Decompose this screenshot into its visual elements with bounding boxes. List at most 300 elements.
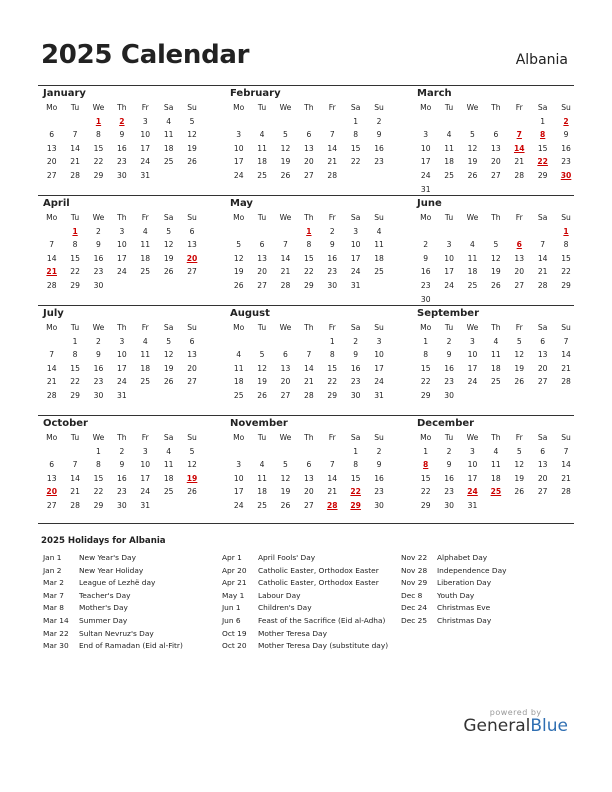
month-february xyxy=(227,87,391,183)
day-cell: 1 xyxy=(353,446,359,456)
holiday-name: Catholic Easter, Orthodox Easter xyxy=(258,565,379,575)
day-cell: 18 xyxy=(163,473,174,483)
day-cell: 5 xyxy=(259,350,265,360)
day-cell: 1 xyxy=(423,446,429,456)
weekday-label: Mo xyxy=(233,103,245,112)
holiday-date: Jan 2 xyxy=(43,565,62,575)
weekday-label: We xyxy=(92,213,105,222)
day-cell: 8 xyxy=(563,240,569,250)
empty-cell xyxy=(250,225,273,239)
day-cell: 14 xyxy=(327,473,338,483)
day-cell: 6 xyxy=(306,460,312,470)
holiday-date: Dec 25 xyxy=(401,615,428,625)
month-may xyxy=(227,197,391,293)
holiday-name: League of Lezhë day xyxy=(79,578,156,588)
holiday-name: Youth Day xyxy=(437,590,475,600)
day-cell: 21 xyxy=(70,157,80,167)
day-cell: 26 xyxy=(187,157,197,167)
day-cell: 17 xyxy=(233,157,244,167)
day-cell: 25 xyxy=(491,377,501,387)
empty-cell xyxy=(461,115,484,129)
weekday-label: We xyxy=(279,323,292,332)
divider xyxy=(38,523,574,524)
day-cell: 18 xyxy=(163,143,174,153)
day-cell: 28 xyxy=(327,170,338,180)
day-cell: 22 xyxy=(304,267,314,277)
empty-cell xyxy=(274,115,297,129)
day-cell: 12 xyxy=(233,253,244,263)
weekday-label: Tu xyxy=(257,323,267,332)
day-cell: 10 xyxy=(117,350,127,360)
day-cell: 5 xyxy=(236,240,242,250)
day-cell: 3 xyxy=(236,130,242,140)
day-cell: 29 xyxy=(327,390,338,400)
empty-cell xyxy=(437,115,460,129)
weekday-label: Tu xyxy=(70,433,80,442)
holiday-name: New Year's Day xyxy=(79,553,136,562)
holiday-row xyxy=(401,552,507,565)
brand-blue: Blue xyxy=(530,716,568,736)
day-cell: 17 xyxy=(140,143,151,153)
weekday-label: Fr xyxy=(515,433,523,442)
weekday-label: Th xyxy=(304,213,314,222)
day-cell: 12 xyxy=(467,143,478,153)
empty-cell xyxy=(321,115,344,129)
day-cell: 26 xyxy=(163,377,174,387)
day-cell: 8 xyxy=(353,130,359,140)
day-cell: 14 xyxy=(561,460,571,470)
day-cell: 12 xyxy=(257,363,267,373)
day-cell: 20 xyxy=(537,473,548,483)
day-cell: 10 xyxy=(233,143,244,153)
day-cell: 16 xyxy=(93,363,104,373)
empty-cell xyxy=(227,335,250,349)
day-cell: 24 xyxy=(117,267,127,277)
day-cell: 28 xyxy=(326,500,338,510)
day-cell: 10 xyxy=(140,130,151,140)
day-cell: 31 xyxy=(350,280,361,290)
day-cell: 20 xyxy=(304,487,314,497)
day-cell: 4 xyxy=(376,226,382,236)
day-cell: 16 xyxy=(350,363,361,373)
empty-cell xyxy=(40,115,63,129)
holiday-date: Mar 30 xyxy=(43,641,69,651)
empty-cell xyxy=(508,225,531,239)
weekday-label: Tu xyxy=(70,323,80,332)
day-cell: 10 xyxy=(233,473,244,483)
holiday-date: Dec 8 xyxy=(401,590,423,600)
holiday-row xyxy=(222,628,388,641)
day-cell: 9 xyxy=(376,130,382,140)
day-cell: 23 xyxy=(93,267,104,277)
day-cell: 22 xyxy=(537,157,548,167)
weekday-label: Mo xyxy=(420,433,432,442)
day-cell: 16 xyxy=(444,473,454,483)
empty-cell xyxy=(414,115,437,129)
day-cell: 19 xyxy=(257,377,267,387)
day-cell: 14 xyxy=(327,143,338,153)
day-cell: 2 xyxy=(376,446,382,456)
day-cell: 23 xyxy=(117,487,127,497)
day-cell: 26 xyxy=(233,280,244,290)
day-cell: 7 xyxy=(540,240,546,250)
day-cell: 16 xyxy=(117,143,127,153)
day-cell: 23 xyxy=(327,267,338,277)
day-cell: 4 xyxy=(166,116,172,126)
holiday-row xyxy=(43,552,183,565)
day-cell: 17 xyxy=(444,267,454,277)
day-cell: 11 xyxy=(140,240,151,250)
month-december xyxy=(414,417,578,513)
holiday-name: Catholic Easter, Orthodox Easter xyxy=(258,578,379,588)
day-cell: 9 xyxy=(96,240,101,250)
day-cell: 18 xyxy=(444,157,454,167)
day-cell: 13 xyxy=(46,143,57,153)
holiday-row xyxy=(43,565,183,578)
day-cell: 27 xyxy=(46,170,57,180)
day-cell: 3 xyxy=(142,446,148,456)
day-cell: 20 xyxy=(304,157,314,167)
day-cell: 9 xyxy=(119,460,125,470)
day-cell: 15 xyxy=(420,473,431,483)
holiday-row xyxy=(43,602,183,615)
holiday-column xyxy=(43,552,183,653)
day-cell: 8 xyxy=(96,460,101,470)
day-cell: 23 xyxy=(374,487,384,497)
holiday-name: Christmas Eve xyxy=(437,603,491,613)
month-april xyxy=(40,197,204,293)
day-cell: 11 xyxy=(163,460,174,470)
day-cell: 2 xyxy=(96,226,101,236)
holiday-date: Nov 22 xyxy=(401,553,428,562)
day-cell: 8 xyxy=(96,130,101,140)
day-cell: 23 xyxy=(444,377,454,387)
day-cell: 11 xyxy=(491,460,501,470)
holiday-column xyxy=(222,552,388,653)
day-cell: 27 xyxy=(280,390,291,400)
day-cell: 14 xyxy=(561,350,571,360)
empty-cell xyxy=(63,445,86,459)
weekday-label: We xyxy=(279,213,292,222)
day-cell: 25 xyxy=(140,377,151,387)
weekday-label: Th xyxy=(491,323,501,332)
day-cell: 16 xyxy=(327,253,338,263)
day-cell: 18 xyxy=(374,253,384,263)
day-cell: 24 xyxy=(117,377,127,387)
day-cell: 31 xyxy=(467,500,478,510)
day-cell: 19 xyxy=(163,253,174,263)
day-cell: 21 xyxy=(327,157,338,167)
day-cell: 21 xyxy=(514,157,525,167)
day-cell: 9 xyxy=(96,350,101,360)
day-cell: 31 xyxy=(140,170,151,180)
holiday-date: Mar 8 xyxy=(43,603,64,613)
day-cell: 30 xyxy=(350,390,361,400)
day-cell: 8 xyxy=(329,350,335,360)
weekday-label: Th xyxy=(304,433,314,442)
day-cell: 29 xyxy=(561,280,571,290)
day-cell: 18 xyxy=(140,253,151,263)
holiday-row xyxy=(43,590,183,603)
weekday-label: Fr xyxy=(141,433,149,442)
day-cell: 18 xyxy=(257,487,267,497)
day-cell: 11 xyxy=(491,350,501,360)
day-cell: 7 xyxy=(72,460,78,470)
day-cell: 8 xyxy=(72,240,78,250)
day-cell: 5 xyxy=(166,336,172,346)
day-cell: 8 xyxy=(423,350,429,360)
holiday-date: Mar 7 xyxy=(43,590,64,600)
empty-cell xyxy=(227,115,250,129)
day-cell: 27 xyxy=(187,267,197,277)
holiday-row xyxy=(222,640,388,653)
day-cell: 17 xyxy=(117,253,127,263)
day-cell: 22 xyxy=(327,377,338,387)
month-name: April xyxy=(43,198,70,209)
day-cell: 19 xyxy=(491,267,501,277)
empty-cell xyxy=(274,225,297,239)
day-cell: 2 xyxy=(96,336,101,346)
day-cell: 20 xyxy=(46,157,57,167)
day-cell: 20 xyxy=(46,487,57,497)
holiday-name: Children's Day xyxy=(258,603,312,613)
holiday-date: Nov 29 xyxy=(401,578,428,588)
holiday-row xyxy=(222,552,388,565)
day-cell: 17 xyxy=(467,473,478,483)
day-cell: 13 xyxy=(187,350,197,360)
weekday-label: Su xyxy=(561,213,571,222)
day-cell: 1 xyxy=(72,226,78,236)
day-cell: 20 xyxy=(186,253,198,263)
month-january xyxy=(40,87,204,183)
day-cell: 22 xyxy=(420,487,431,497)
day-cell: 4 xyxy=(236,350,242,360)
empty-cell xyxy=(40,225,63,239)
day-cell: 18 xyxy=(233,377,244,387)
day-cell: 6 xyxy=(493,130,499,140)
day-cell: 16 xyxy=(374,143,384,153)
holiday-date: May 1 xyxy=(222,590,245,600)
day-cell: 1 xyxy=(540,116,546,126)
day-cell: 29 xyxy=(70,390,80,400)
country-name: Albania xyxy=(515,52,568,68)
weekday-label: Th xyxy=(491,433,501,442)
day-cell: 24 xyxy=(233,170,244,180)
day-cell: 4 xyxy=(470,240,475,250)
day-cell: 25 xyxy=(257,500,267,510)
day-cell: 23 xyxy=(561,157,571,167)
day-cell: 31 xyxy=(117,390,127,400)
weekday-label: Mo xyxy=(233,213,245,222)
day-cell: 7 xyxy=(49,350,55,360)
day-cell: 31 xyxy=(140,500,151,510)
day-cell: 24 xyxy=(444,280,454,290)
weekday-label: Sa xyxy=(537,103,548,112)
weekday-label: We xyxy=(92,433,105,442)
day-cell: 25 xyxy=(163,157,174,167)
holiday-name: Summer Day xyxy=(79,615,128,625)
day-cell: 17 xyxy=(420,157,431,167)
month-name: August xyxy=(230,308,270,319)
weekday-label: Su xyxy=(561,433,571,442)
empty-cell xyxy=(274,335,297,349)
weekday-label: Su xyxy=(187,323,197,332)
day-cell: 14 xyxy=(70,473,80,483)
holiday-date: Mar 14 xyxy=(43,615,69,625)
weekday-label: Tu xyxy=(444,323,454,332)
day-cell: 5 xyxy=(166,226,172,236)
day-cell: 23 xyxy=(93,377,104,387)
holiday-date: Oct 20 xyxy=(222,641,247,651)
empty-cell xyxy=(508,115,531,129)
day-cell: 13 xyxy=(257,253,267,263)
day-cell: 15 xyxy=(561,253,571,263)
holiday-row xyxy=(401,602,507,615)
weekday-label: Sa xyxy=(350,103,361,112)
weekday-label: We xyxy=(92,323,105,332)
weekday-label: Fr xyxy=(515,323,523,332)
day-cell: 22 xyxy=(93,157,104,167)
weekday-label: Su xyxy=(187,433,197,442)
month-name: May xyxy=(230,198,253,209)
day-cell: 15 xyxy=(420,363,431,373)
holiday-name: Christmas Day xyxy=(437,615,492,625)
day-cell: 6 xyxy=(189,226,195,236)
day-cell: 4 xyxy=(446,130,452,140)
day-cell: 26 xyxy=(491,280,501,290)
empty-cell xyxy=(484,225,507,239)
day-cell: 31 xyxy=(374,390,384,400)
weekday-label: Sa xyxy=(537,213,548,222)
day-cell: 15 xyxy=(93,473,104,483)
weekday-label: Sa xyxy=(350,433,361,442)
day-cell: 15 xyxy=(70,253,80,263)
day-cell: 4 xyxy=(493,446,499,456)
day-cell: 22 xyxy=(561,267,571,277)
day-cell: 3 xyxy=(470,336,475,346)
day-cell: 21 xyxy=(46,377,57,387)
empty-cell xyxy=(250,115,273,129)
holiday-name: Mother Teresa Day (substitute day) xyxy=(258,641,389,651)
day-cell: 6 xyxy=(283,350,288,360)
empty-cell xyxy=(414,225,437,239)
day-cell: 6 xyxy=(189,336,195,346)
day-cell: 26 xyxy=(163,267,174,277)
day-cell: 22 xyxy=(70,267,80,277)
day-cell: 19 xyxy=(187,143,197,153)
weekday-label: Su xyxy=(187,213,197,222)
day-cell: 17 xyxy=(350,253,361,263)
holiday-name: Mother Teresa Day xyxy=(258,628,327,638)
day-cell: 24 xyxy=(467,377,478,387)
day-cell: 2 xyxy=(423,240,429,250)
day-cell: 13 xyxy=(304,143,314,153)
day-cell: 26 xyxy=(280,500,291,510)
weekday-label: Mo xyxy=(233,323,245,332)
weekday-label: Tu xyxy=(257,103,267,112)
day-cell: 12 xyxy=(280,473,291,483)
day-cell: 11 xyxy=(163,130,174,140)
day-cell: 25 xyxy=(467,280,478,290)
day-cell: 14 xyxy=(513,143,525,153)
day-cell: 14 xyxy=(537,253,548,263)
day-cell: 24 xyxy=(140,487,151,497)
weekday-label: We xyxy=(92,103,105,112)
day-cell: 10 xyxy=(140,460,151,470)
weekday-label: Su xyxy=(374,323,384,332)
weekday-label: Sa xyxy=(350,213,361,222)
day-cell: 19 xyxy=(467,157,478,167)
holiday-date: Jan 1 xyxy=(43,553,62,562)
day-cell: 17 xyxy=(117,363,127,373)
day-cell: 12 xyxy=(187,130,197,140)
weekday-label: Tu xyxy=(444,433,454,442)
day-cell: 10 xyxy=(117,240,127,250)
month-name: June xyxy=(417,198,442,209)
day-cell: 27 xyxy=(491,170,501,180)
day-cell: 6 xyxy=(306,130,312,140)
day-cell: 21 xyxy=(561,363,571,373)
weekday-label: We xyxy=(466,103,479,112)
empty-cell xyxy=(40,335,63,349)
weekday-label: Sa xyxy=(163,323,174,332)
day-cell: 23 xyxy=(374,157,384,167)
day-cell: 2 xyxy=(119,116,125,126)
month-august xyxy=(227,307,391,403)
day-cell: 3 xyxy=(423,130,429,140)
day-cell: 8 xyxy=(423,460,429,470)
day-cell: 14 xyxy=(46,363,57,373)
weekday-label: Tu xyxy=(444,103,454,112)
weekday-label: Su xyxy=(374,433,384,442)
day-cell: 5 xyxy=(283,130,288,140)
day-cell: 19 xyxy=(233,267,244,277)
day-cell: 8 xyxy=(540,130,546,140)
day-cell: 11 xyxy=(233,363,244,373)
empty-cell xyxy=(274,445,297,459)
day-cell: 27 xyxy=(304,500,314,510)
holiday-name: April Fools' Day xyxy=(258,553,316,562)
day-cell: 16 xyxy=(444,363,454,373)
weekday-label: We xyxy=(466,213,479,222)
holiday-row xyxy=(222,577,388,590)
empty-cell xyxy=(250,445,273,459)
weekday-label: Su xyxy=(561,103,571,112)
day-cell: 16 xyxy=(420,267,431,277)
day-cell: 30 xyxy=(444,390,454,400)
day-cell: 10 xyxy=(444,253,454,263)
weekday-label: Tu xyxy=(444,213,454,222)
day-cell: 24 xyxy=(140,157,151,167)
day-cell: 7 xyxy=(49,240,55,250)
day-cell: 12 xyxy=(491,253,501,263)
day-cell: 5 xyxy=(189,446,195,456)
weekday-label: Th xyxy=(117,213,127,222)
day-cell: 21 xyxy=(70,487,80,497)
day-cell: 27 xyxy=(514,280,525,290)
day-cell: 27 xyxy=(304,170,314,180)
day-cell: 21 xyxy=(327,487,338,497)
day-cell: 5 xyxy=(516,446,522,456)
page-title: 2025 Calendar xyxy=(41,40,250,70)
day-cell: 13 xyxy=(187,240,197,250)
day-cell: 10 xyxy=(420,143,431,153)
day-cell: 21 xyxy=(304,377,314,387)
day-cell: 20 xyxy=(491,157,501,167)
day-cell: 19 xyxy=(280,487,291,497)
day-cell: 3 xyxy=(236,460,242,470)
day-cell: 14 xyxy=(280,253,291,263)
